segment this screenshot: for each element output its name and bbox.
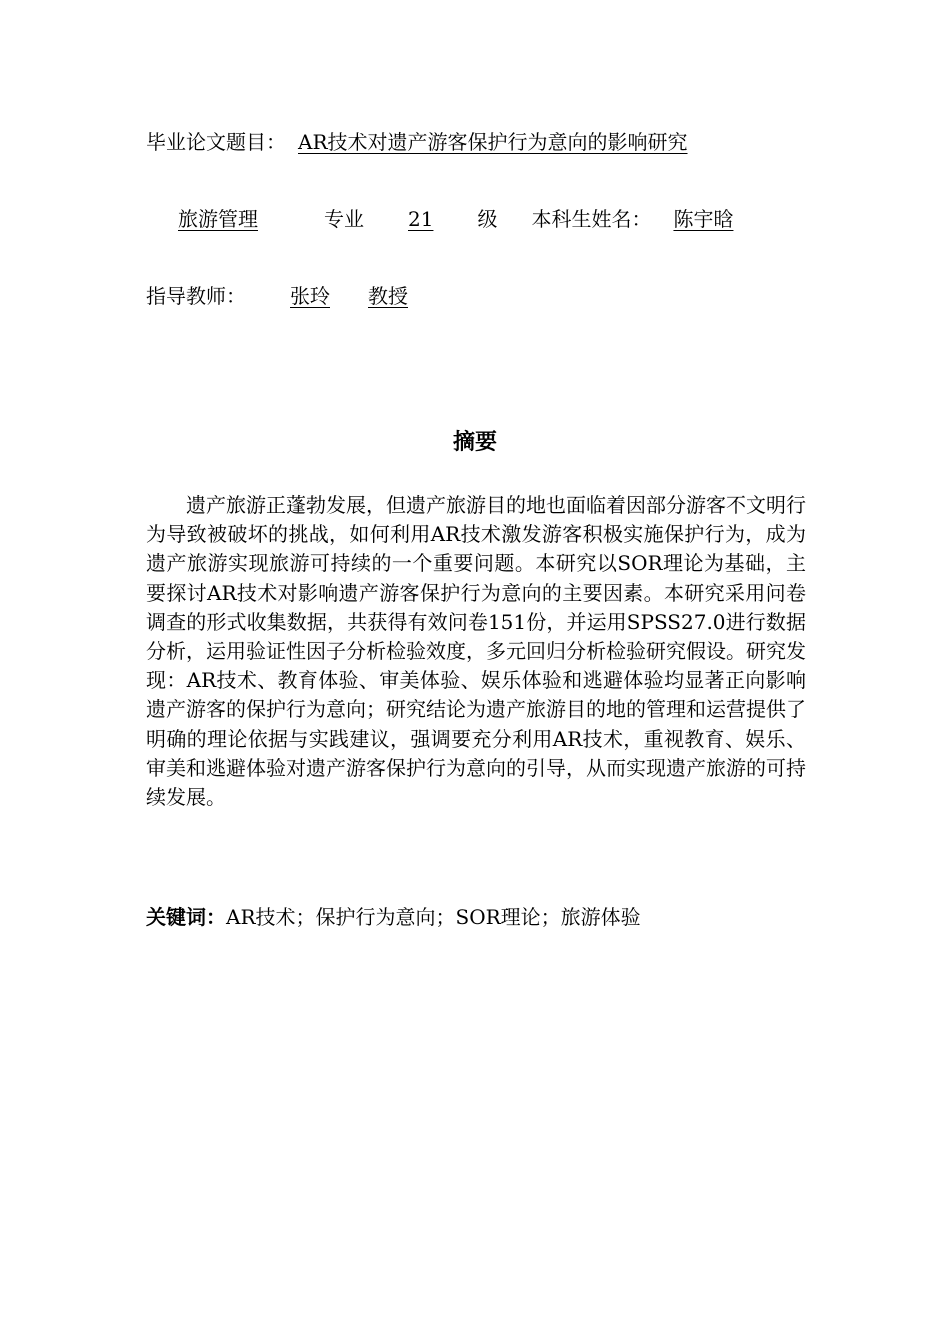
thesis-title-label: 毕业论文题目：: [146, 130, 286, 154]
student-name-label: 本科生姓名：: [531, 207, 652, 231]
thesis-title-line: [146, 128, 700, 156]
thesis-title-value: AR技术对遗产游客保护行为意向的影响研究: [298, 130, 688, 154]
grade-value: 21: [408, 207, 434, 231]
advisor-title: 教授: [368, 284, 408, 308]
student-info-line: [146, 205, 747, 233]
keywords-line: [146, 903, 641, 931]
keywords-value: AR技术；保护行为意向；SOR理论；旅游体验: [226, 905, 641, 929]
keywords-label: 关键词：: [146, 905, 226, 929]
abstract-body: 遗产旅游正蓬勃发展，但遗产旅游目的地也面临着因部分游客不文明行为导致被破坏的挑战，如何利用AR技术激发游客积极实施保护行为，成为遗产旅游实现旅游可持续的一个重要问题。本研究以SOR理论为基础，主要探讨AR技术对影响遗产游客保护行为意向的主要因素。本研究采用问卷调查的形式收集数据，共获得有效问卷151份，并运用SPSS27.0进行数据分析，运用验证性因子分析检验效度，多元回归分析检验研究假设。研究发现：AR技术、教育体验、审美体验、娱乐体验和逃避体验均显著正向影响遗产游客的保护行为意向；研究结论为遗产旅游目的地的管理和运营提供了明确的理论依据与实践建议，强调要充分利用AR技术，重视教育、娱乐、审美和逃避体验对遗产游客保护行为意向的引导，从而实现遗产旅游的可持续发展。: [146, 493, 806, 810]
advisor-line: [146, 282, 418, 310]
advisor-name: 张玲: [290, 284, 330, 308]
student-name-value: 陈宇晗: [673, 207, 734, 231]
major-value: 旅游管理: [178, 207, 258, 231]
abstract-heading: 摘要: [452, 430, 497, 455]
advisor-label: 指导教师：: [146, 284, 246, 308]
advisor-value: [246, 284, 418, 308]
grade-label: 级: [477, 207, 498, 231]
major-label: 专业: [324, 207, 364, 231]
